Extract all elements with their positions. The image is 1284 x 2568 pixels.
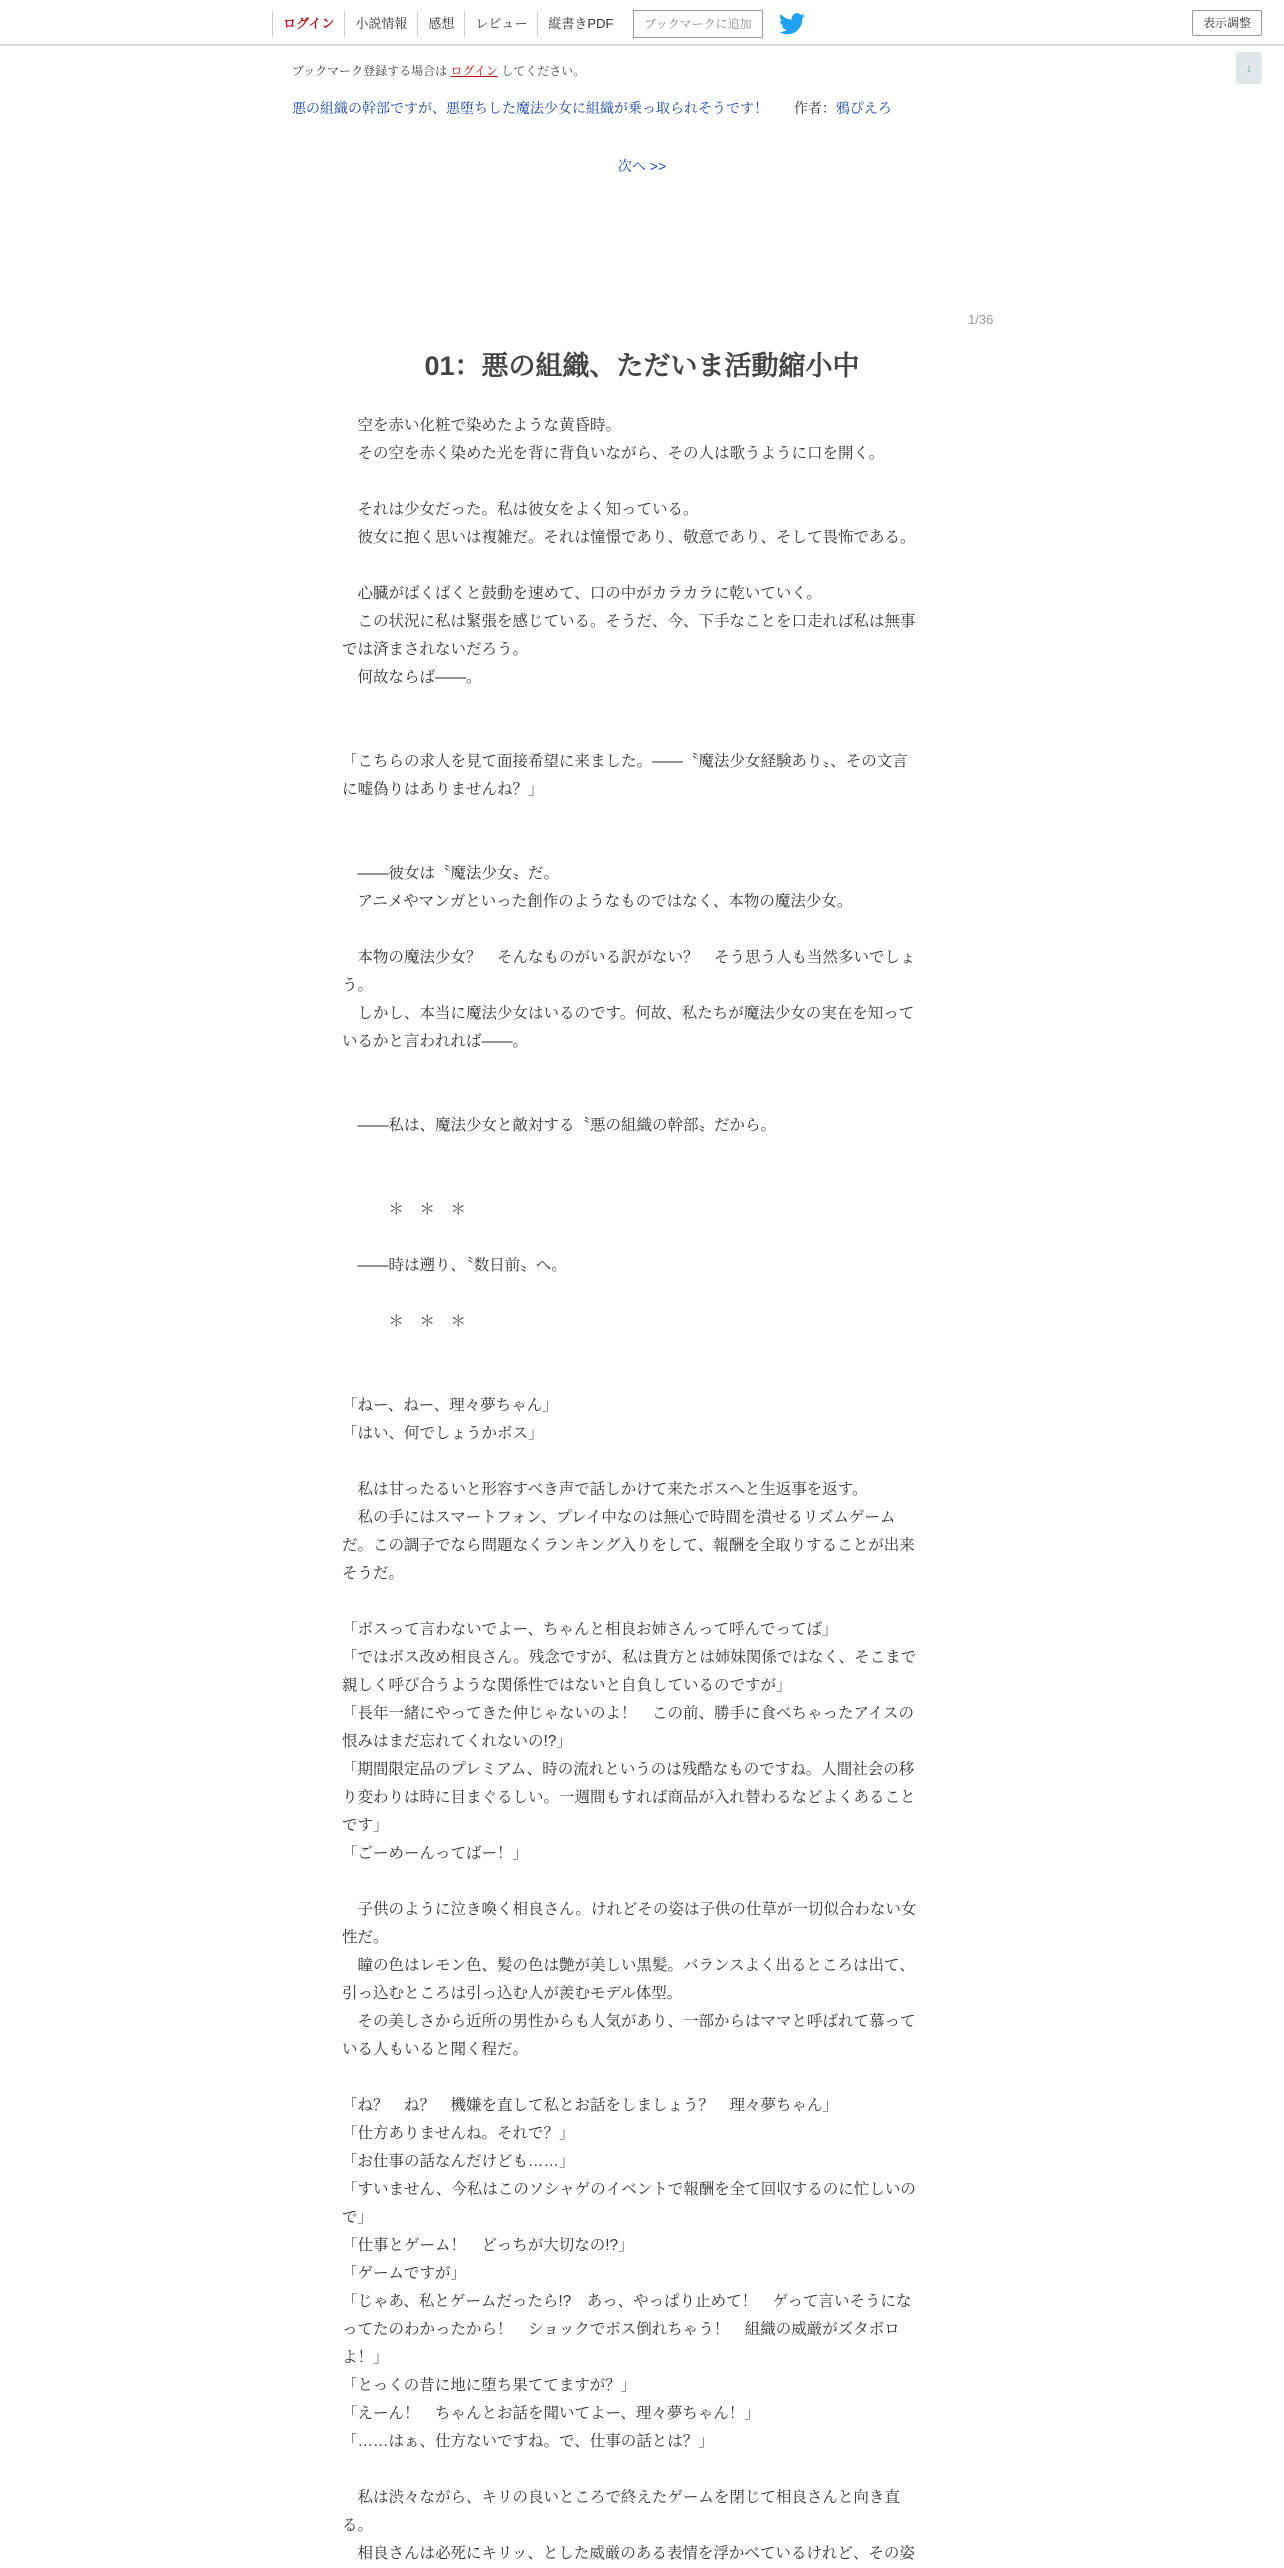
text-line: 引っ込むところは引っ込む人が羨むモデル体型。 xyxy=(342,1985,683,2002)
page-count: 1/36 xyxy=(968,312,994,327)
top-nav xyxy=(272,8,805,40)
text-line: ――彼女は〝魔法少女〟だ。 xyxy=(342,865,560,882)
blank-line xyxy=(342,1056,942,1084)
novel-body-text xyxy=(342,412,942,2568)
bookmark-note-prefix: ブックマーク登録する場合は xyxy=(292,64,448,78)
blank-line xyxy=(342,468,942,496)
text-line: 瞳の色はレモン色、髪の色は艶が美しい黒髪。バランスよく出るところは出て、 xyxy=(342,1957,915,1974)
text-line: 何故ならば――。 xyxy=(342,669,482,686)
author-link[interactable]: 鴉ぴえろ xyxy=(835,100,892,116)
text-line: 「ごーめーんってばー！」 xyxy=(342,1845,529,1862)
text-line: いるかと言われれば――。 xyxy=(342,1033,529,1050)
blank-line xyxy=(342,552,942,580)
text-line: 「すいません、今私はこのソシャゲのイベントで報酬を全て回収するのに忙しいの xyxy=(342,2181,916,2198)
novel-title-link[interactable]: 悪の組織の幹部ですが、悪堕ちした魔法少女に組織が乗っ取られそうです！ xyxy=(292,100,768,116)
next-page-link[interactable]: 次へ >> xyxy=(617,158,667,174)
text-line: しかし、本当に魔法少女はいるのです。何故、私たちが魔法少女の実在を知って xyxy=(342,1005,915,1022)
text-line: 「お仕事の話なんだけども……」 xyxy=(342,2153,575,2170)
text-line: 心臓がばくばくと鼓動を速めて、口の中がカラカラに乾いていく。 xyxy=(342,585,822,602)
blank-line xyxy=(342,1448,942,1476)
text-line: この状況に私は緊張を感じている。そうだ、今、下手なことを口走れば私は無事 xyxy=(342,613,916,630)
text-line: 空を赤い化粧で染めたような黄昏時。 xyxy=(342,417,622,434)
blank-line xyxy=(342,1868,942,1896)
text-line: ＊ ＊ ＊ xyxy=(342,1313,467,1330)
display-settings-button[interactable]: 表示調整 xyxy=(1192,10,1262,36)
text-line: 「ではボス改め相良さん。残念ですが、私は貴方とは姉妹関係ではなく、そこまで xyxy=(342,1649,917,1666)
text-line: 「……はぁ、仕方ないですね。で、仕事の話とは？」 xyxy=(342,2433,714,2450)
text-line: り変わりは時に目まぐるしい。一週間もすれば商品が入れ替わるなどよくあること xyxy=(342,1789,916,1806)
text-line: 「ゲームですが」 xyxy=(342,2265,467,2282)
blank-line xyxy=(342,720,942,748)
text-line: です」 xyxy=(342,1817,389,1834)
text-line: 私の手にはスマートフォン、プレイ中なのは無心で時間を潰せるリズムゲーム xyxy=(342,1509,896,1526)
text-line: 性だ。 xyxy=(342,1929,389,1946)
blank-line xyxy=(342,2456,942,2484)
blank-line xyxy=(342,2064,942,2092)
text-line: 「とっくの昔に地に堕ち果ててますが？」 xyxy=(342,2377,637,2394)
text-line: 子供のように泣き喚く相良さん。けれどその姿は子供の仕草が一切似合わない女 xyxy=(342,1901,917,1918)
text-line: 親しく呼び合うような関係性ではないと自負しているのですが」 xyxy=(342,1677,792,1694)
text-line: アニメやマンガといった創作のようなものではなく、本物の魔法少女。 xyxy=(342,893,853,910)
chapter-title: 01：悪の組織、ただいま活動縮小中 xyxy=(424,351,860,381)
text-line: では済まされないだろう。 xyxy=(342,641,529,658)
author-label: 作者： xyxy=(793,100,836,116)
text-line: 相良さんは必死にキリッ、とした威厳のある表情を浮かべているけれど、その姿 xyxy=(342,2545,915,2562)
bookmark-note-suffix: してください。 xyxy=(501,64,586,78)
text-line: 私は甘ったるいと形容すべき声で話しかけて来たボスへと生返事を返す。 xyxy=(342,1481,868,1498)
blank-line xyxy=(342,1364,942,1392)
blank-line xyxy=(342,692,942,720)
text-line: その美しさから近所の男性からも人気があり、一部からはママと呼ばれて慕って xyxy=(342,2013,916,2030)
text-line: ってたのわかったから！ ショックでボス倒れちゃう！ 組織の威厳がズタボロ xyxy=(342,2321,900,2338)
vertical-pdf-link[interactable]: 縦書きPDF xyxy=(537,11,623,37)
text-line: 「えーん！ ちゃんとお話を聞いてよー、理々夢ちゃん！」 xyxy=(342,2405,760,2422)
text-line: 恨みはまだ忘れてくれないの!?」 xyxy=(342,1733,572,1750)
text-line: 「じゃあ、私とゲームだったら!? あっ、やっぱり止めて！ ゲって言いそうにな xyxy=(342,2293,912,2310)
bookmark-login-note xyxy=(292,62,585,79)
scroll-down-button[interactable]: ↓ xyxy=(1236,52,1262,84)
blank-line xyxy=(342,1168,942,1196)
text-line: 「仕方ありませんね。それで？」 xyxy=(342,2125,575,2142)
blank-line xyxy=(342,1336,942,1364)
text-line: そうだ。 xyxy=(342,1565,405,1582)
text-line: いる人もいると聞く程だ。 xyxy=(342,2041,529,2058)
text-line: 私は渋々ながら、キリの良いところで終えたゲームを閉じて相良さんと向き直 xyxy=(342,2489,900,2506)
bookmark-login-link[interactable]: ログイン xyxy=(450,64,498,78)
text-line: 「期間限定品のプレミアム、時の流れというのは残酷なものですね。人間社会の移 xyxy=(342,1761,915,1778)
text-line: 「ねー、ねー、理々夢ちゃん」 xyxy=(342,1397,558,1414)
text-line: その空を赤く染めた光を背に背負いながら、その人は歌うように口を開く。 xyxy=(342,445,885,462)
text-line: 「ボスって言わないでよー、ちゃんと相良お姉さんって呼んでってば」 xyxy=(342,1621,838,1638)
impressions-link[interactable]: 感想 xyxy=(417,11,464,37)
review-link[interactable]: レビュー xyxy=(464,11,537,37)
blank-line xyxy=(342,916,942,944)
blank-line xyxy=(342,804,942,832)
text-line: ――私は、魔法少女と敵対する〝悪の組織の幹部〟だから。 xyxy=(342,1117,777,1134)
text-line: よ！」 xyxy=(342,2349,389,2366)
text-line: 「ね？ ね？ 機嫌を直して私とお話をしましょう？ 理々夢ちゃん」 xyxy=(342,2097,839,2114)
text-line: それは少女だった。私は彼女をよく知っている。 xyxy=(342,501,699,518)
text-line: 「こちらの求人を見て面接希望に来ました。――〝魔法少女経験あり〟、その文言 xyxy=(342,753,908,770)
text-line: ――時は遡り、〝数日前〟へ。 xyxy=(342,1257,567,1274)
blank-line xyxy=(342,1084,942,1112)
blank-line xyxy=(342,1280,942,1308)
text-line: ＊ ＊ ＊ xyxy=(342,1201,467,1218)
twitter-bird-icon[interactable] xyxy=(779,13,805,35)
login-link[interactable]: ログイン xyxy=(272,11,344,37)
text-line: う。 xyxy=(342,977,374,994)
text-line: 「はい、何でしょうかボス」 xyxy=(342,1425,544,1442)
text-line: る。 xyxy=(342,2517,374,2534)
text-line: 彼女に抱く思いは複雑だ。それは憧憬であり、敬意であり、そして畏怖である。 xyxy=(342,529,916,546)
text-line: に嘘偽りはありませんね？」 xyxy=(342,781,544,798)
novel-header xyxy=(292,98,892,118)
add-bookmark-button[interactable]: ブックマークに追加 xyxy=(633,10,762,38)
top-navigation-bar xyxy=(0,0,1284,46)
text-line: 「仕事とゲーム！ どっちが大切なの!?」 xyxy=(342,2237,634,2254)
novel-info-link[interactable]: 小説情報 xyxy=(344,11,417,37)
text-line: 本物の魔法少女？ そんなものがいる訳がない？ そう思う人も当然多いでしょ xyxy=(342,949,916,966)
text-line: だ。この調子でなら問題なくランキング入りをして、報酬を全取りすることが出来 xyxy=(342,1537,915,1554)
text-line: で」 xyxy=(342,2209,374,2226)
text-line: 「長年一緒にやってきた仲じゃないのよ！ この前、勝手に食べちゃったアイスの xyxy=(342,1705,914,1722)
blank-line xyxy=(342,1588,942,1616)
blank-line xyxy=(342,832,942,860)
blank-line xyxy=(342,1224,942,1252)
blank-line xyxy=(342,1140,942,1168)
